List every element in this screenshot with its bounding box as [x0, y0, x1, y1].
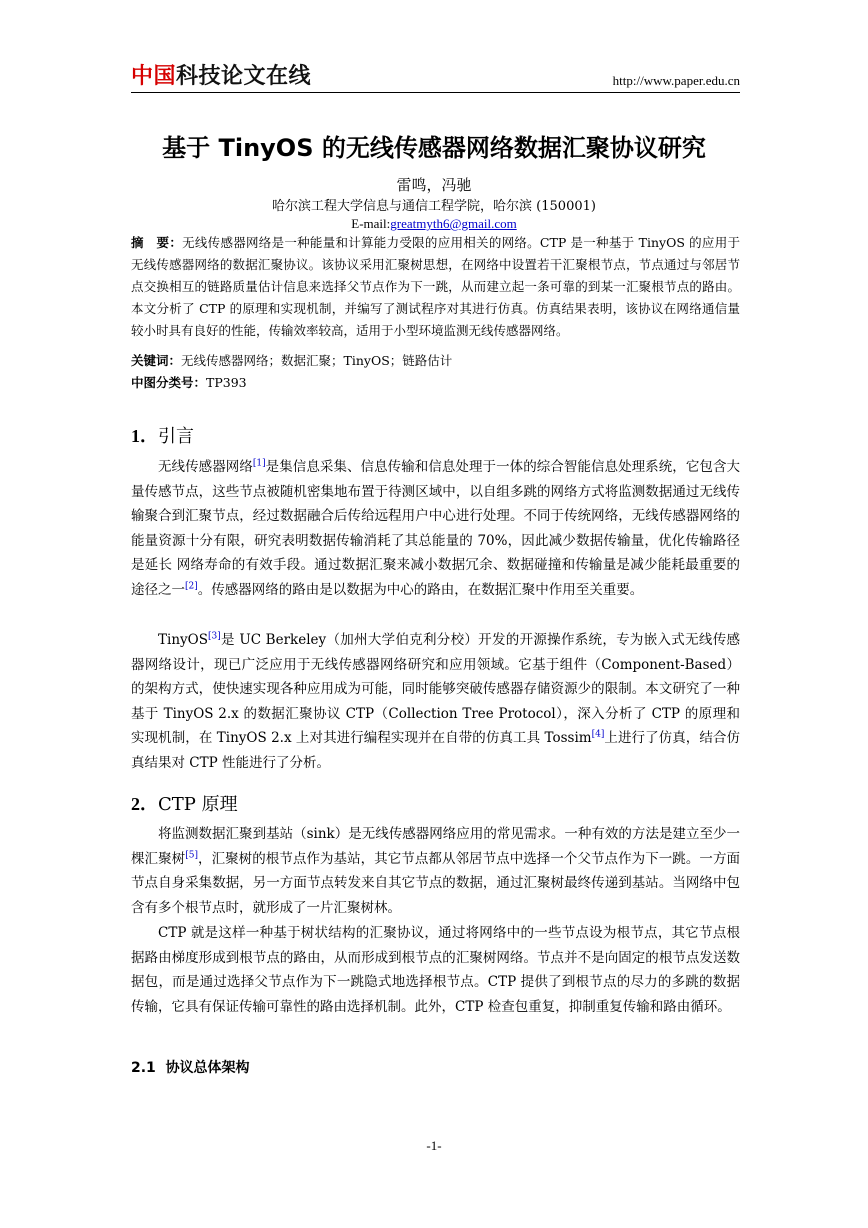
paper-title: 基于 TinyOS 的无线传感器网络数据汇聚协议研究	[162, 134, 706, 162]
author-affiliation: 哈尔滨工程大学信息与通信工程学院，哈尔滨 (150001)	[272, 199, 596, 214]
section-2-title: CTP 原理	[158, 794, 238, 815]
site-url[interactable]: http://www.paper.edu.cn	[612, 73, 740, 88]
subsection-title: 协议总体架构	[165, 1060, 250, 1076]
logo-part-2: 科技论文在线	[176, 64, 312, 89]
text-span: 将监测数据汇聚到基站（sink）是无线传感器网络应用的常见需求。一种有效的方法是建立至少一棵汇聚树	[131, 826, 740, 867]
text-span: 是集信息采集、信息传输和信息处理于一体的综合智能信息处理系统，它包含大量传感节点，这些节点被随机密集地布置于待测区域中，以自组多跳的网络方式将监测数据通过无线传输聚合到汇聚节点，经过数据融合后传给远程用户中心进行处理。不同于传统网络，无线传感器网络的能量资源十分有限，研究表明数据传输消耗了其总能量的 70%，因此减少数据传输量，优化传输路径是延长 网络寿命的有效手段。通过数据汇聚来减小数据冗余、数据碰撞和传输量是减少能耗最重要的途径之一	[131, 459, 740, 598]
abstract-label: 摘 要：	[131, 235, 183, 250]
section-1-number: 1．	[131, 426, 158, 446]
section-2-paragraph-2: CTP 就是这样一种基于树状结构的汇聚协议，通过将网络中的一些节点设为根节点，其它节点根据路由梯度形成到根节点的路由，从而形成到根节点的汇聚树网络。节点并不是向固定的根节点发送数据包，而是通过选择父节点作为下一跳隐式地选择根节点。CTP 提供了到根节点的尽力的多跳的数据传输，它具有保证传输可靠性的路由选择机制。此外，CTP 检查包重复，抑制重复传输和路由循环。	[131, 925, 740, 1015]
classification-number	[131, 372, 740, 394]
text-span: 是 UC Berkeley（加州大学伯克利分校）开发的开源操作系统，专为嵌入式无线传感器网络设计，现已广泛应用于无线传感器网络研究和应用领域。它基于组件（Component-Based）的架构方式，使快速实现各种应用成为可能，同时能够突破传感器存储资源少的限制。本文研究了一种基于 TinyOS 2.x 的数据汇聚协议 CTP（Collection Tree Protocol），深入分析了 CTP 的原理和实现机制，在 TinyOS 2.x 上对其进行编程实现并在自带的仿真工具 Tossim	[131, 632, 740, 747]
section-2-number: 2．	[131, 794, 158, 814]
text-span: 上进行了仿真，结合仿真结果对 CTP 性能进行了分析。	[131, 730, 741, 771]
paper-authors: 雷鸣，冯驰	[396, 176, 472, 194]
citation-4[interactable]: [4]	[591, 729, 605, 740]
abstract-text: 无线传感器网络是一种能量和计算能力受限的应用相关的网络。CTP 是一种基于 TinyOS 的应用于无线传感器网络的数据汇聚协议。该协议采用汇聚树思想，在网络中设置若干汇聚根节点，节点通过与邻居节点交换相互的链路质量估计信息来选择父节点作为下一跳，从而建立起一条可靠的到某一汇聚根节点的路由。本文分析了 CTP 的原理和实现机制，并编写了测试程序对其进行仿真。仿真结果表明，该协议在网络通信量较小时具有良好的性能，传输效率较高，适用于小型环境监测无线传感器网络。	[131, 235, 740, 338]
keywords-text: 无线传感器网络；数据汇聚；TinyOS；链路估计	[181, 353, 453, 368]
logo-part-1: 中国	[131, 64, 177, 89]
page-header	[131, 64, 740, 93]
abstract	[131, 232, 740, 342]
text-span: 。传感器网络的路由是以数据为中心的路由，在数据汇聚中作用至关重要。	[197, 581, 644, 598]
subsection-number: 2.1	[131, 1060, 156, 1076]
section-2-heading	[131, 791, 238, 818]
classification-label: 中图分类号：	[131, 375, 207, 390]
journal-logo	[131, 64, 311, 90]
keywords-label: 关键词：	[131, 353, 182, 368]
section-1-paragraph-2	[131, 628, 740, 776]
section-1-heading	[131, 423, 194, 450]
section-1-title: 引言	[158, 426, 194, 447]
email-link[interactable]: greatmyth6@gmail.com	[390, 216, 517, 231]
page-number: -1-	[426, 1138, 442, 1153]
author-email-line	[0, 215, 868, 233]
text-span: 无线传感器网络	[158, 459, 253, 475]
text-span: TinyOS	[158, 632, 208, 648]
citation-1[interactable]: [1]	[252, 458, 266, 469]
keywords	[131, 350, 740, 372]
classification-text: TP393	[206, 375, 247, 390]
citation-5[interactable]: [5]	[185, 850, 198, 861]
subsection-heading	[131, 1057, 250, 1079]
email-label: E-mail:	[351, 216, 391, 231]
citation-2[interactable]: [2]	[185, 581, 198, 592]
text-span: ，汇聚树的根节点作为基站，其它节点都从邻居节点中选择一个父节点作为下一跳。一方面节点自身采集数据，另一方面节点转发来自其它节点的数据，通过汇聚树最终传递到基站。当网络中包含有多个根节点时，就形成了一片汇聚树林。	[131, 850, 741, 916]
citation-3[interactable]: [3]	[207, 631, 221, 642]
section-1-paragraph-1	[131, 455, 740, 603]
section-2-paragraph-1	[131, 822, 740, 920]
